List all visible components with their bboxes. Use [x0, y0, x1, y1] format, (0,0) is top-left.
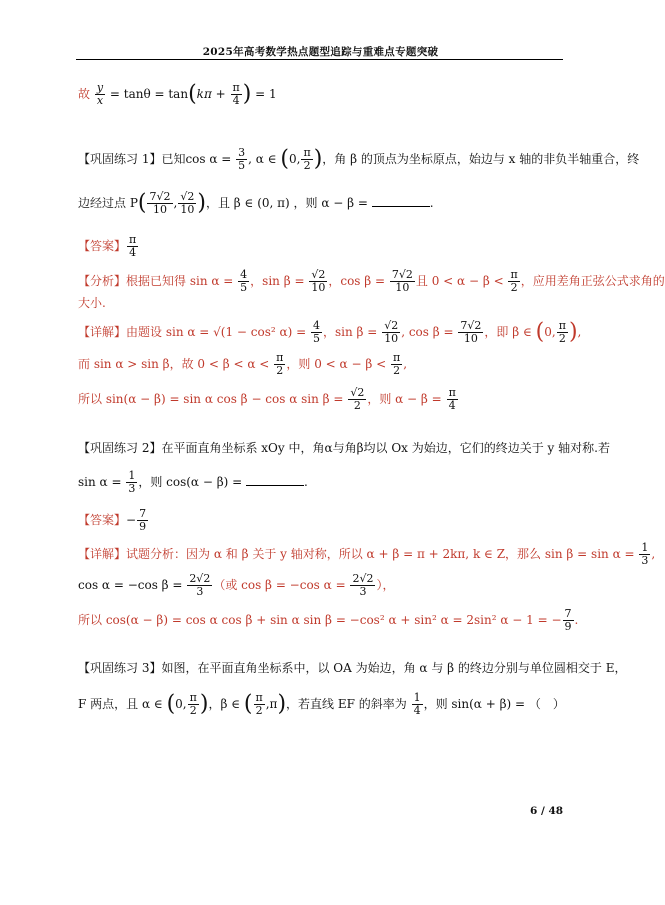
ex1-question-line2: 边经过点 P( $\frac{7√2}{10}$ , $\frac{√2}{10}$ )，且 β ∈ (0, π) ，则 α − β = .: [78, 190, 434, 216]
frac-4-5: $\frac{4}{5}$: [240, 268, 248, 294]
ex2-detail-line2-c: ），: [376, 578, 395, 592]
ex1-detail-line3: [78, 387, 459, 412]
frac-pi-2-e: $\frac{\pi}{2}$: [392, 351, 401, 377]
page-number: 6 / 48: [530, 805, 564, 817]
ex3-q-line2-d: ，则 sin(α + β) = （ ）: [423, 697, 565, 711]
frac-2r2-3: $\frac{2√2}{3}$: [189, 572, 211, 598]
frac-r2-2: $\frac{√2}{2}$: [350, 386, 365, 412]
ex1-analysis-label: 【分析】: [78, 274, 127, 288]
ex2-detail-line2-b: （或 cos β = −cos α =: [213, 578, 350, 592]
ex1-detail-line2: 而 sin α > sin β，故 0 < β < α < $\frac{\pi}{2}$ ，则 0 < α − β < $\frac{\pi}{2}$ ,: [78, 351, 408, 377]
ex3-q-line2-a: F 两点，且 α ∈: [78, 697, 167, 711]
ex1-title: 【巩固练习 1】: [78, 152, 162, 166]
frac-r2-10-c: $\frac{√2}{10}$: [384, 319, 399, 345]
ex1-question-line1: 【巩固练习 1】已知cos α = $\frac{3}{5}$ , α ∈ (0, $\frac{\pi}{2}$ )，角 β 的顶点为坐标原点，始边与 x 轴的非负半轴重合，终: [78, 146, 640, 172]
frac-1-4: $\frac{1}{4}$: [413, 691, 421, 717]
ex1-q-line2-b: ，且 β ∈ (0, π) ，则 α − β =: [205, 196, 372, 210]
ex1-q-line2-a: 边经过点 P: [78, 196, 138, 210]
ex1-interval-start: 0,: [289, 152, 301, 166]
ex1-q-part3: ，角 β 的顶点为坐标原点，始边与 x 轴的非负半轴重合，终: [322, 152, 640, 166]
ex2-q-line2-a: sin α =: [78, 475, 126, 489]
ex1-answer-blank: [372, 196, 430, 207]
ex1-detail-interval-start: 0,: [544, 325, 556, 339]
frac-1-3-b: $\frac{1}{3}$: [641, 541, 649, 567]
frac-pi-2-f: $\frac{\pi}{2}$: [189, 691, 197, 717]
frac-2r2-3-b: $\frac{2√2}{3}$: [352, 572, 374, 598]
ex1-analysis-line2: 大小.: [78, 296, 106, 310]
ex1-analysis-b: ，sin β =: [250, 274, 309, 288]
intro-result: = 1: [251, 87, 277, 101]
ex1-detail-b: ，sin β =: [323, 325, 382, 339]
ex1-q-part2: , α ∈: [248, 152, 281, 166]
ex3-question-line2: F 两点，且 α ∈ (0, $\frac{\pi}{2}$ )，β ∈ ( $\frac{\pi}{2}$ ,π)，若直线 EF 的斜率为 $\frac{1}{4}$ ，则 sin(α + β) = （ ）: [78, 691, 565, 717]
ex1-detail-line3-a: 所以 sin(α − β) = sin α cos β − cos α sin β =: [78, 392, 348, 406]
page-header-title: 2025年高考数学热点题型追踪与重难点专题突破: [202, 46, 439, 58]
ex3-q-line2-c: ，若直线 EF 的斜率为: [286, 697, 411, 711]
ex1-detail-label: 【详解】: [78, 325, 127, 339]
ex1-analysis-d: 且 0 < α − β <: [415, 274, 508, 288]
ex2-detail-line3: 所以 cos(α − β) = cos α cos β + sin α sin β = −cos² α + sin² α = 2sin² α − 1 = − $\frac{7}{9}$ .: [78, 607, 579, 633]
frac-pi-4-answer: $\frac{\pi}{4}$: [129, 233, 137, 259]
frac-7r2-10-b: $\frac{7√2}{10}$: [391, 268, 413, 294]
ex3-beta-interval-end: ,π: [265, 697, 278, 711]
ex2-detail-line3-a: 所以 cos(α − β) = cos α cos β + sin α sin β = −cos² α + sin² α = 2sin² α − 1 = −: [78, 613, 562, 627]
frac-r2-10-b: $\frac{√2}{10}$: [311, 268, 326, 294]
frac-1-3: $\frac{1}{3}$: [128, 469, 136, 495]
ex2-answer-blank: [246, 475, 304, 486]
ex1-answer-label: 【答案】: [78, 239, 127, 253]
ex1-detail-line2-a: 而 sin α > sin β，故 0 < β < α <: [78, 357, 274, 371]
ex2-detail-line2-a: cos α = −cos β =: [78, 578, 187, 592]
ex3-q-line2-b: ，β ∈: [208, 697, 244, 711]
frac-y-over-x: $\frac{y}{x}$: [96, 81, 104, 107]
ex1-detail-c: , cos β =: [401, 325, 458, 339]
frac-r2-10: $\frac{√2}{10}$: [180, 190, 195, 216]
ex3-question-line1: [78, 660, 626, 676]
intro-label: 故: [78, 87, 91, 101]
frac-7r2-10: $\frac{7√2}{10}$: [149, 190, 171, 216]
ex2-q-line1: 在平面直角坐标系 xOy 中，角α与角β均以 Ox 为始边，它们的终边关于 y 轴对称.若: [161, 441, 610, 455]
ex1-detail-line1: 【详解】由题设 sin α = √(1 − cos² α) = $\frac{4}{5}$ ，sin β = $\frac{√2}{10}$ , cos β = $\frac{7√2}{10}$ ，即 β ∈ (0, $\frac{\pi}{2}$ ),: [78, 319, 582, 345]
ex3-q-line1: 如图，在平面直角坐标系中，以 OA 为始边，角 α 与 β 的终边分别与单位圆相交于 E，: [161, 661, 627, 675]
ex3-title: 【巩固练习 3】: [78, 661, 162, 675]
ex2-title: 【巩固练习 2】: [78, 441, 162, 455]
ex1-analysis-a: 根据已知得 sin α =: [126, 274, 238, 288]
intro-expr: = tanθ = tan: [106, 87, 189, 101]
ex1-answer-line: [78, 234, 139, 259]
frac-pi-2-g: $\frac{\pi}{2}$: [255, 691, 263, 717]
ex2-answer-line: [78, 508, 149, 533]
ex2-question-line2: sin α = $\frac{1}{3}$ ，则 cos(α − β) = .: [78, 469, 308, 495]
ex1-detail-line2-b: ，则 0 < α − β <: [286, 357, 390, 371]
ex2-detail-line2: [78, 573, 394, 598]
frac-3-5: $\frac{3}{5}$: [238, 146, 246, 172]
frac-7-9-b: $\frac{7}{9}$: [564, 607, 572, 633]
frac-pi-4-c: $\frac{\pi}{4}$: [448, 386, 456, 412]
ex2-detail-a: 试题分析：因为 α 和 β 关于 y 轴对称，所以 α + β = π + 2kπ, k ∈ Z，那么 sin β = sin α =: [126, 547, 639, 561]
ex2-question-line1: [78, 440, 610, 456]
intro-kpi: kπ +: [196, 87, 230, 101]
frac-7-9: $\frac{7}{9}$: [139, 507, 147, 533]
header-rule: [76, 59, 563, 60]
ex1-detail-d: ，即 β ∈: [484, 325, 536, 339]
frac-pi-2-d: $\frac{\pi}{2}$: [276, 351, 284, 377]
ex1-analysis-c: ，cos β =: [328, 274, 389, 288]
ex1-analysis-e: ，应用差角正弦公式求角的: [520, 274, 665, 288]
frac-4-5-b: $\frac{4}{5}$: [313, 319, 321, 345]
ex2-answer-label: 【答案】: [78, 513, 127, 527]
ex1-q-part1: 已知cos α =: [161, 152, 236, 166]
frac-pi-2: $\frac{\pi}{2}$: [303, 146, 311, 172]
ex1-detail-line3-b: ，则 α − β =: [367, 392, 446, 406]
frac-pi-2-b: $\frac{\pi}{2}$: [510, 268, 518, 294]
ex1-analysis-line1: [78, 269, 665, 294]
ex2-detail-line1: 【详解】试题分析：因为 α 和 β 关于 y 轴对称，所以 α + β = π + 2kπ, k ∈ Z，那么 sin β = sin α = $\frac{1}{3}$ ,: [78, 541, 656, 567]
ex2-answer-sign: −: [126, 513, 137, 527]
frac-pi-2-c: $\frac{\pi}{2}$: [558, 319, 566, 345]
ex1-detail-a: 由题设 sin α = √(1 − cos² α) =: [126, 325, 311, 339]
ex2-detail-label: 【详解】: [78, 547, 127, 561]
intro-line: 故 $\frac{y}{x}$ = tanθ = tan(kπ + $\frac{\pi}{4}$ ) = 1: [78, 81, 277, 107]
ex3-alpha-interval-start: 0,: [175, 697, 187, 711]
frac-pi-over-4: $\frac{\pi}{4}$: [232, 81, 240, 107]
ex2-q-line2-b: ，则 cos(α − β) =: [138, 475, 247, 489]
frac-7r2-10-c: $\frac{7√2}{10}$: [460, 319, 482, 345]
